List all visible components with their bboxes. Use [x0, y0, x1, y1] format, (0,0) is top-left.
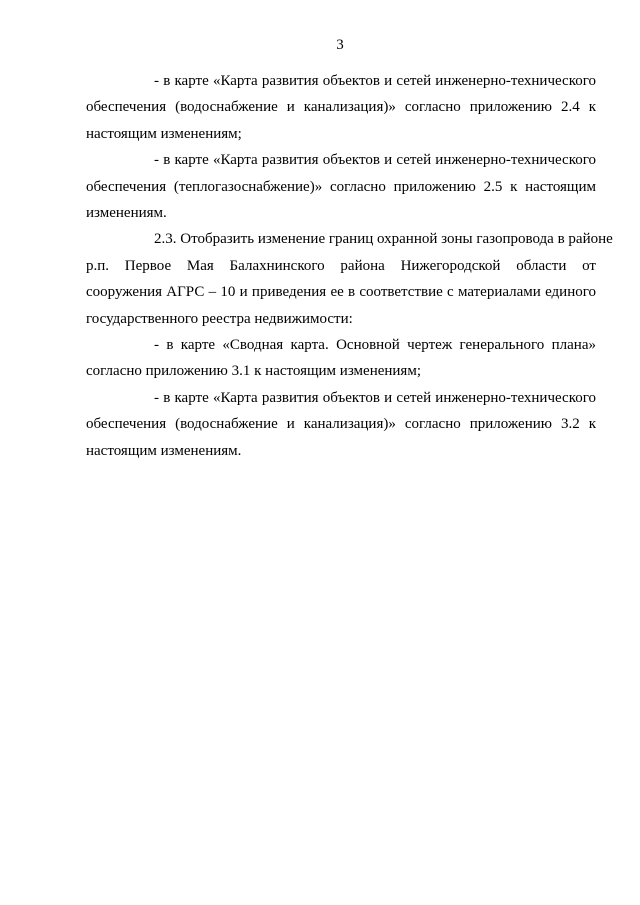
paragraph-water-map-3-2	[86, 385, 596, 464]
paragraph-summary-map-3-1	[86, 332, 596, 385]
paragraph-section-2-3	[86, 226, 613, 332]
text-line: настоящим изменениям;	[86, 125, 242, 142]
document-body	[86, 68, 613, 464]
text-line: - в карте «Сводная карта. Основной чертеж генерального плана»	[154, 337, 596, 354]
text-line: - в карте «Карта развития объектов и сетей инженерно-технического	[154, 389, 596, 406]
text-line: обеспечения (теплогазоснабжение)» согласно приложению 2.5 к настоящим	[86, 178, 596, 195]
text-line: - в карте «Карта развития объектов и сетей инженерно-технического	[154, 152, 596, 169]
text-line: настоящим изменениям.	[86, 442, 242, 459]
text-line: изменениям.	[86, 205, 167, 222]
text-line: обеспечения (водоснабжение и канализация)» согласно приложению 3.2 к	[86, 416, 596, 433]
text-line: сооружения АГРС – 10 и приведения ее в соответствие с материалами единого	[86, 284, 596, 301]
text-line: обеспечения (водоснабжение и канализация)» согласно приложению 2.4 к	[86, 99, 596, 116]
text-line: - в карте «Карта развития объектов и сетей инженерно-технического	[154, 73, 596, 89]
text-line: согласно приложению 3.1 к настоящим изменениям;	[86, 363, 421, 380]
text-line: 2.3. Отобразить изменение границ охранной зоны газопровода в районе	[154, 231, 613, 248]
paragraph-water-map-2-4	[86, 68, 596, 147]
text-line: р.п. Первое Мая Балахнинского района Нижегородской области от	[86, 257, 596, 274]
paragraph-heat-gas-map-2-5	[86, 147, 596, 226]
text-line: государственного реестра недвижимости:	[86, 310, 353, 327]
page-number: 3	[336, 37, 344, 53]
